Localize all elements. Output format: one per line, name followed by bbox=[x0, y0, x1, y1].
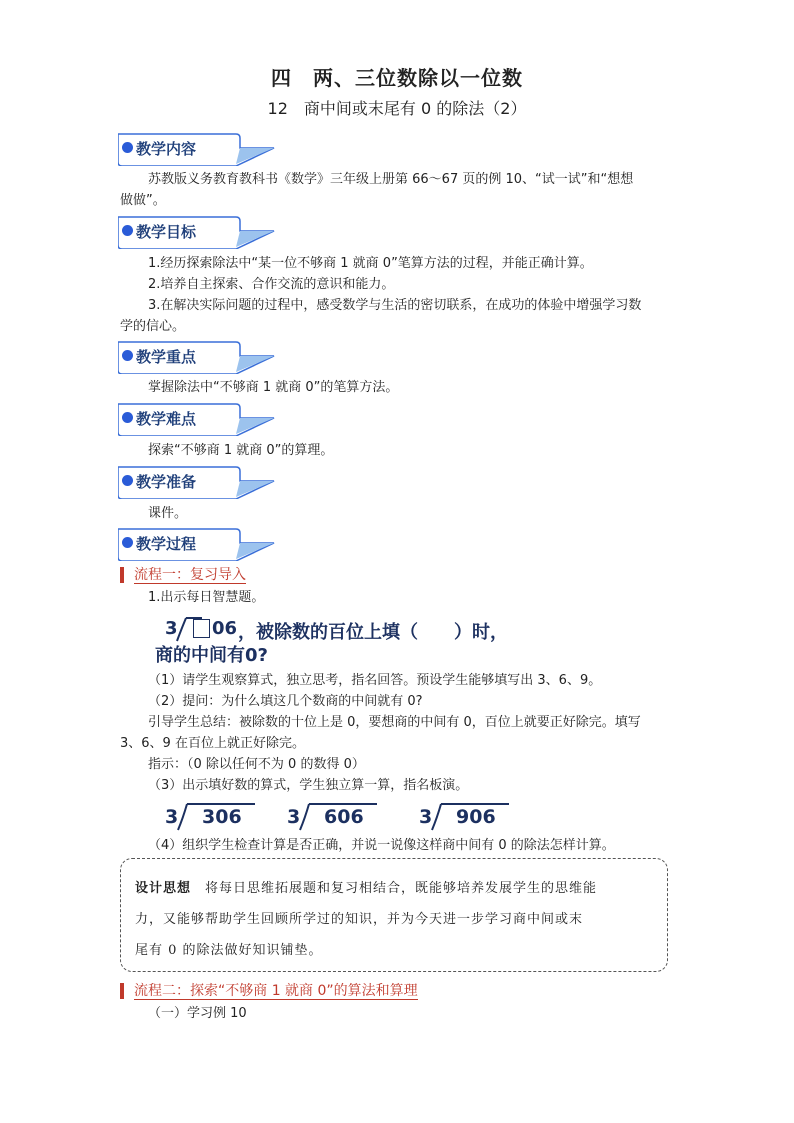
bullet-dot-icon bbox=[122, 475, 133, 486]
flow2-title-text: 流程二：探索“不够商 1 就商 0”的算法和算理 bbox=[134, 983, 418, 999]
design-label: 设计思想 bbox=[135, 881, 192, 896]
flow2-step1: （一）学习例 10 bbox=[148, 1006, 247, 1021]
division-problem-2 bbox=[287, 800, 397, 830]
flow1-line-2: （2）提问：为什么填这几个数商的中间就有 0? bbox=[148, 694, 423, 709]
section-label: 教学难点 bbox=[136, 410, 197, 428]
flow1-step1: 1.出示每日智慧题。 bbox=[148, 590, 265, 605]
flow1-line-3: 引导学生总结：被除数的十位上是 0，要想商的中间有 0，百位上就要正好除完。填写 bbox=[148, 715, 641, 730]
division-dividend: 606 bbox=[324, 806, 364, 828]
unit-title: 四 两、三位数除以一位数 bbox=[271, 66, 523, 90]
goal-item-3-cont: 学的信心。 bbox=[120, 319, 186, 334]
puzzle-text-line2: 商的中间有0? bbox=[155, 645, 268, 666]
flow1-line-6: （3）出示填好数的算式，学生独立算一算，指名板演。 bbox=[148, 778, 469, 793]
division-divisor: 3 bbox=[419, 806, 433, 828]
design-thought-box bbox=[120, 858, 668, 972]
puzzle-divisor: 3 bbox=[165, 618, 178, 639]
bullet-dot-icon bbox=[122, 537, 133, 548]
content-text-line1: 苏教版义务教育教科书《数学》三年级上册第 66～67 页的例 10、“试一试”和“想想 bbox=[148, 172, 634, 187]
section-label: 教学过程 bbox=[136, 535, 197, 553]
section-label: 教学目标 bbox=[136, 223, 197, 241]
section-header-preparation bbox=[118, 463, 278, 499]
design-line-3: 尾有 0 的除法做好知识铺垫。 bbox=[135, 943, 323, 958]
goal-item-2: 2.培养自主探索、合作交流的意识和能力。 bbox=[148, 277, 395, 292]
division-divisor: 3 bbox=[165, 806, 179, 828]
section-header-content bbox=[118, 130, 278, 166]
division-problem-3 bbox=[419, 800, 529, 830]
goal-item-1: 1.经历探索除法中“某一位不够商 1 就商 0”笔算方法的过程，并能正确计算。 bbox=[148, 256, 593, 271]
bullet-dot-icon bbox=[122, 412, 133, 423]
preparation-text: 课件。 bbox=[148, 506, 188, 521]
section-header-key-points bbox=[118, 338, 278, 374]
bullet-dot-icon bbox=[122, 350, 133, 361]
division-problem-1 bbox=[165, 800, 275, 830]
division-dividend: 906 bbox=[456, 806, 496, 828]
design-line-2: 力，又能够帮助学生回顾所学过的知识，并为今天进一步学习商中间或末 bbox=[135, 912, 584, 927]
flow1-title-text: 流程一：复习导入 bbox=[134, 567, 246, 583]
lesson-title: 12 商中间或末尾有 0 的除法（2） bbox=[267, 99, 527, 118]
flow1-line-4: 3、6、9 在百位上就正好除完。 bbox=[120, 736, 305, 751]
puzzle-dividend-tail: 06 bbox=[212, 618, 238, 639]
design-text-1: 将每日思维拓展题和复习相结合，既能够培养发展学生的思维能 bbox=[205, 881, 598, 896]
flow1-line-1: （1）请学生观察算式，独立思考，指名回答。预设学生能够填写出 3、6、9。 bbox=[148, 673, 602, 688]
key-points-text: 掌握除法中“不够商 1 就商 0”的笔算方法。 bbox=[148, 380, 399, 395]
goal-item-3: 3.在解决实际问题的过程中，感受数学与生活的密切联系，在成功的体验中增强学习数 bbox=[148, 298, 642, 313]
section-header-difficulties bbox=[118, 400, 278, 436]
design-line-1 bbox=[135, 873, 655, 904]
flow2-title bbox=[120, 983, 418, 999]
division-dividend: 306 bbox=[202, 806, 242, 828]
section-label: 教学准备 bbox=[136, 473, 197, 491]
section-label: 教学内容 bbox=[136, 140, 197, 158]
design-thought-text bbox=[135, 873, 655, 966]
puzzle-text-line1: ，被除数的百位上填（ ）时， bbox=[238, 622, 508, 643]
flow1-line-5: 指示：（0 除以任何不为 0 的数得 0） bbox=[148, 757, 365, 772]
section-header-goals bbox=[118, 213, 278, 249]
section-header-process bbox=[118, 525, 278, 561]
section-label: 教学重点 bbox=[136, 348, 197, 366]
bullet-dot-icon bbox=[122, 225, 133, 236]
division-divisor: 3 bbox=[287, 806, 301, 828]
difficulties-text: 探索“不够商 1 就商 0”的算理。 bbox=[148, 443, 334, 458]
blank-box bbox=[193, 619, 210, 638]
flow1-line-7: （4）组织学生检查计算是否正确，并说一说像这样商中间有 0 的除法怎样计算。 bbox=[148, 838, 615, 853]
content-text-line2: 做做”。 bbox=[120, 193, 166, 208]
bullet-dot-icon bbox=[122, 142, 133, 153]
flow1-title bbox=[120, 567, 246, 583]
